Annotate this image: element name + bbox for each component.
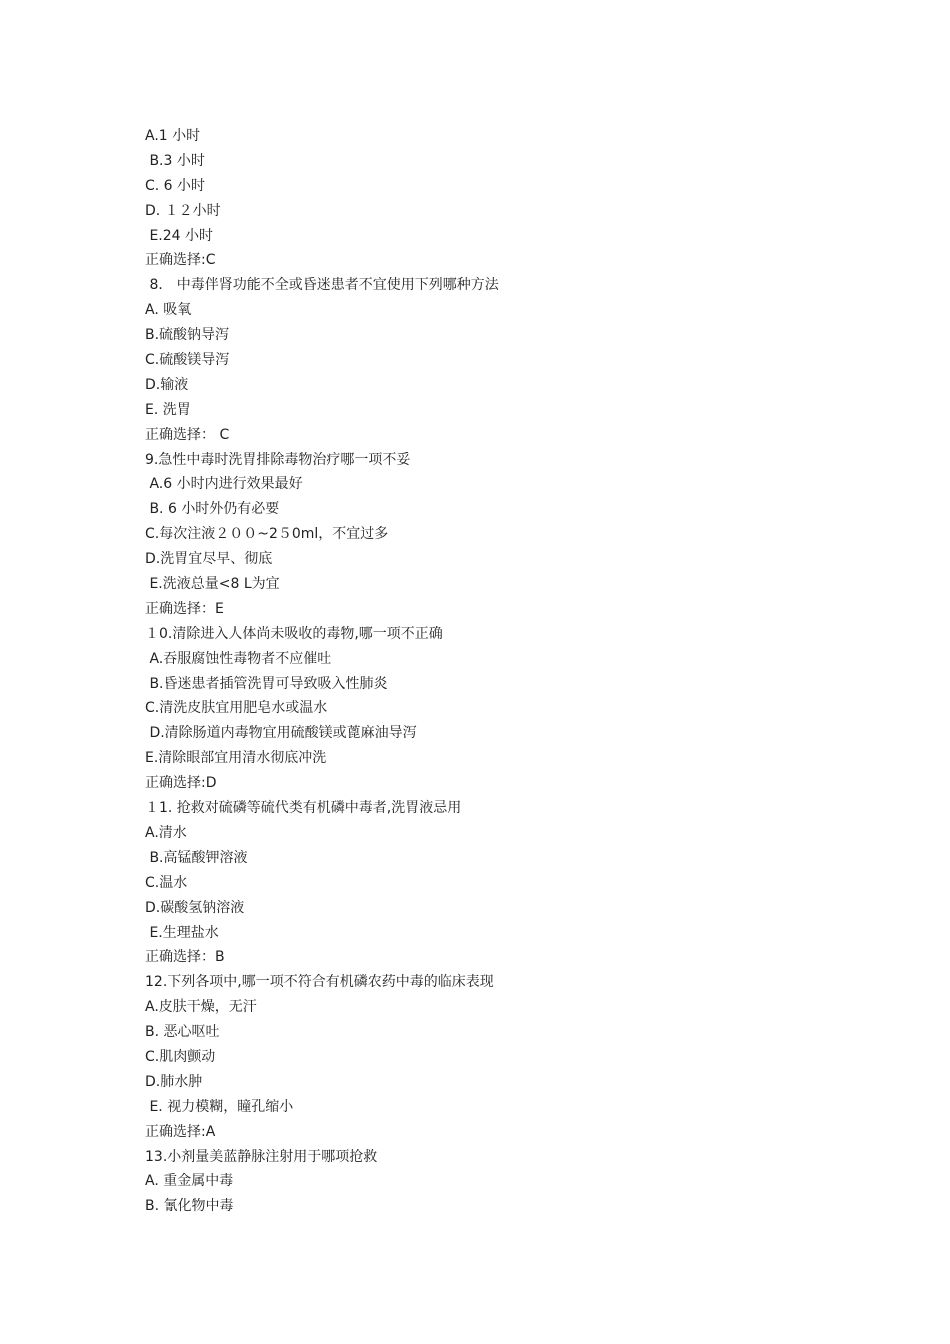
option-line: B. 6 小时外仍有必要 (145, 501, 280, 518)
option-line: A.6 小时内进行效果最好 (145, 476, 303, 493)
option-line: B. 氰化物中毒 (145, 1198, 234, 1215)
question-line: １0.清除进入人体尚未吸收的毒物,哪一项不正确 (145, 625, 443, 642)
option-line: E.24 小时 (145, 227, 214, 244)
option-line: D.碳酸氢钠溶液 (145, 899, 245, 916)
answer-line: 正确选择：E (145, 600, 224, 617)
option-line: C.温水 (145, 874, 188, 891)
option-line: D. １２小时 (145, 202, 221, 219)
option-line: B.3 小时 (145, 152, 205, 169)
option-line: C.每次注液２００~2５0ml，不宜过多 (145, 526, 389, 543)
option-line: E. 洗胃 (145, 401, 191, 418)
option-line: D.洗胃宜尽早、彻底 (145, 551, 273, 568)
option-line: A. 重金属中毒 (145, 1173, 234, 1190)
option-line: A. 吸氧 (145, 302, 192, 319)
option-line: A.清水 (145, 824, 187, 841)
answer-line: 正确选择：B (145, 949, 225, 966)
answer-line: 正确选择： C (145, 426, 230, 443)
option-line: E. 视力模糊，瞳孔缩小 (145, 1098, 294, 1115)
option-line: B. 恶心呕吐 (145, 1024, 220, 1041)
answer-line: 正确选择:A (145, 1123, 216, 1140)
option-line: A.吞服腐蚀性毒物者不应催吐 (145, 650, 332, 667)
option-line: B.高锰酸钾溶液 (145, 849, 248, 866)
question-line: １1. 抢救对硫磷等硫代类有机磷中毒者,洗胃液忌用 (145, 800, 462, 817)
option-line: E.生理盐水 (145, 924, 219, 941)
option-line: D.输液 (145, 376, 189, 393)
option-line: C.清洗皮肤宜用肥皂水或温水 (145, 700, 328, 717)
question-line: 12.下列各项中,哪一项不符合有机磷农药中毒的临床表现 (145, 974, 494, 991)
question-line: 8． 中毒伴肾功能不全或昏迷患者不宜使用下列哪种方法 (145, 277, 499, 294)
option-line: C.硫酸镁导泻 (145, 352, 230, 369)
answer-line: 正确选择:D (145, 775, 217, 792)
option-line: E.清除眼部宜用清水彻底冲洗 (145, 750, 327, 767)
option-line: A.1 小时 (145, 128, 201, 144)
option-line: A.皮肤干燥，无汗 (145, 999, 257, 1016)
question-line: 9.急性中毒时洗胃排除毒物治疗哪一项不妥 (145, 451, 411, 468)
option-line: E.洗液总量<8 L为宜 (145, 576, 280, 593)
option-line: D.清除肠道内毒物宜用硫酸镁或蓖麻油导泻 (145, 725, 417, 742)
answer-line: 正确选择:C (145, 252, 216, 269)
option-line: D.肺水肿 (145, 1073, 203, 1090)
question-line: 13.小剂量美蓝静脉注射用于哪项抢救 (145, 1148, 378, 1165)
option-line: B.硫酸钠导泻 (145, 327, 230, 344)
option-line: C.肌肉颤动 (145, 1048, 216, 1065)
option-line: B.昏迷患者插管洗胃可导致吸入性肺炎 (145, 675, 388, 692)
question-text-block (145, 124, 845, 1219)
option-line: C. 6 小时 (145, 177, 206, 194)
